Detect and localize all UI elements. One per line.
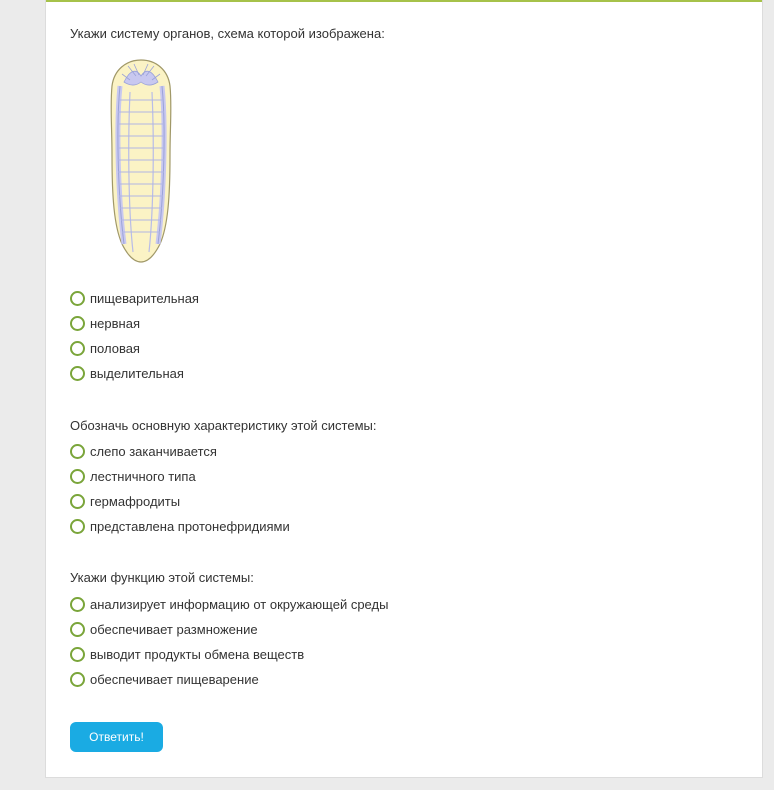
option-label: лестничного типа [90, 469, 196, 484]
option-q1-4[interactable] [70, 361, 199, 386]
option-label: гермафродиты [90, 494, 181, 509]
option-q3-1[interactable] [70, 592, 388, 617]
flatworm-nervous-system-diagram [106, 56, 176, 266]
radio-icon[interactable] [70, 597, 85, 612]
radio-icon[interactable] [70, 519, 85, 534]
option-q1-2[interactable] [70, 311, 199, 336]
question-card [45, 0, 763, 778]
radio-icon[interactable] [70, 647, 85, 662]
radio-icon[interactable] [70, 366, 85, 381]
option-label: обеспечивает пищеварение [90, 672, 259, 687]
option-label: пищеварительная [90, 291, 199, 306]
question-3-text: Укажи функцию этой системы: [70, 570, 254, 585]
question-2-text: Обозначь основную характеристику этой системы: [70, 418, 377, 433]
option-label: выделительная [90, 366, 184, 381]
radio-icon[interactable] [70, 672, 85, 687]
question-1-text: Укажи систему органов, схема которой изображена: [70, 26, 385, 41]
option-label: половая [90, 341, 140, 356]
question-1-options [70, 286, 199, 386]
radio-icon[interactable] [70, 341, 85, 356]
option-q2-1[interactable] [70, 439, 290, 464]
question-3-options [70, 592, 388, 692]
option-q3-3[interactable] [70, 642, 388, 667]
card-top-accent [46, 0, 762, 2]
option-label: слепо заканчивается [90, 444, 217, 459]
option-q1-3[interactable] [70, 336, 199, 361]
radio-icon[interactable] [70, 469, 85, 484]
option-label: анализирует информацию от окружающей среды [90, 597, 389, 612]
option-q2-2[interactable] [70, 464, 290, 489]
option-q3-2[interactable] [70, 617, 388, 642]
question-2-options [70, 439, 290, 539]
option-q2-3[interactable] [70, 489, 290, 514]
radio-icon[interactable] [70, 291, 85, 306]
radio-icon[interactable] [70, 316, 85, 331]
option-q1-1[interactable] [70, 286, 199, 311]
option-label: нервная [90, 316, 140, 331]
option-q3-4[interactable] [70, 667, 388, 692]
option-label: представлена протонефридиями [90, 519, 290, 534]
option-label: выводит продукты обмена веществ [90, 647, 305, 662]
radio-icon[interactable] [70, 622, 85, 637]
submit-button[interactable]: Ответить! [70, 722, 163, 752]
option-q2-4[interactable] [70, 514, 290, 539]
radio-icon[interactable] [70, 494, 85, 509]
radio-icon[interactable] [70, 444, 85, 459]
option-label: обеспечивает размножение [90, 622, 258, 637]
